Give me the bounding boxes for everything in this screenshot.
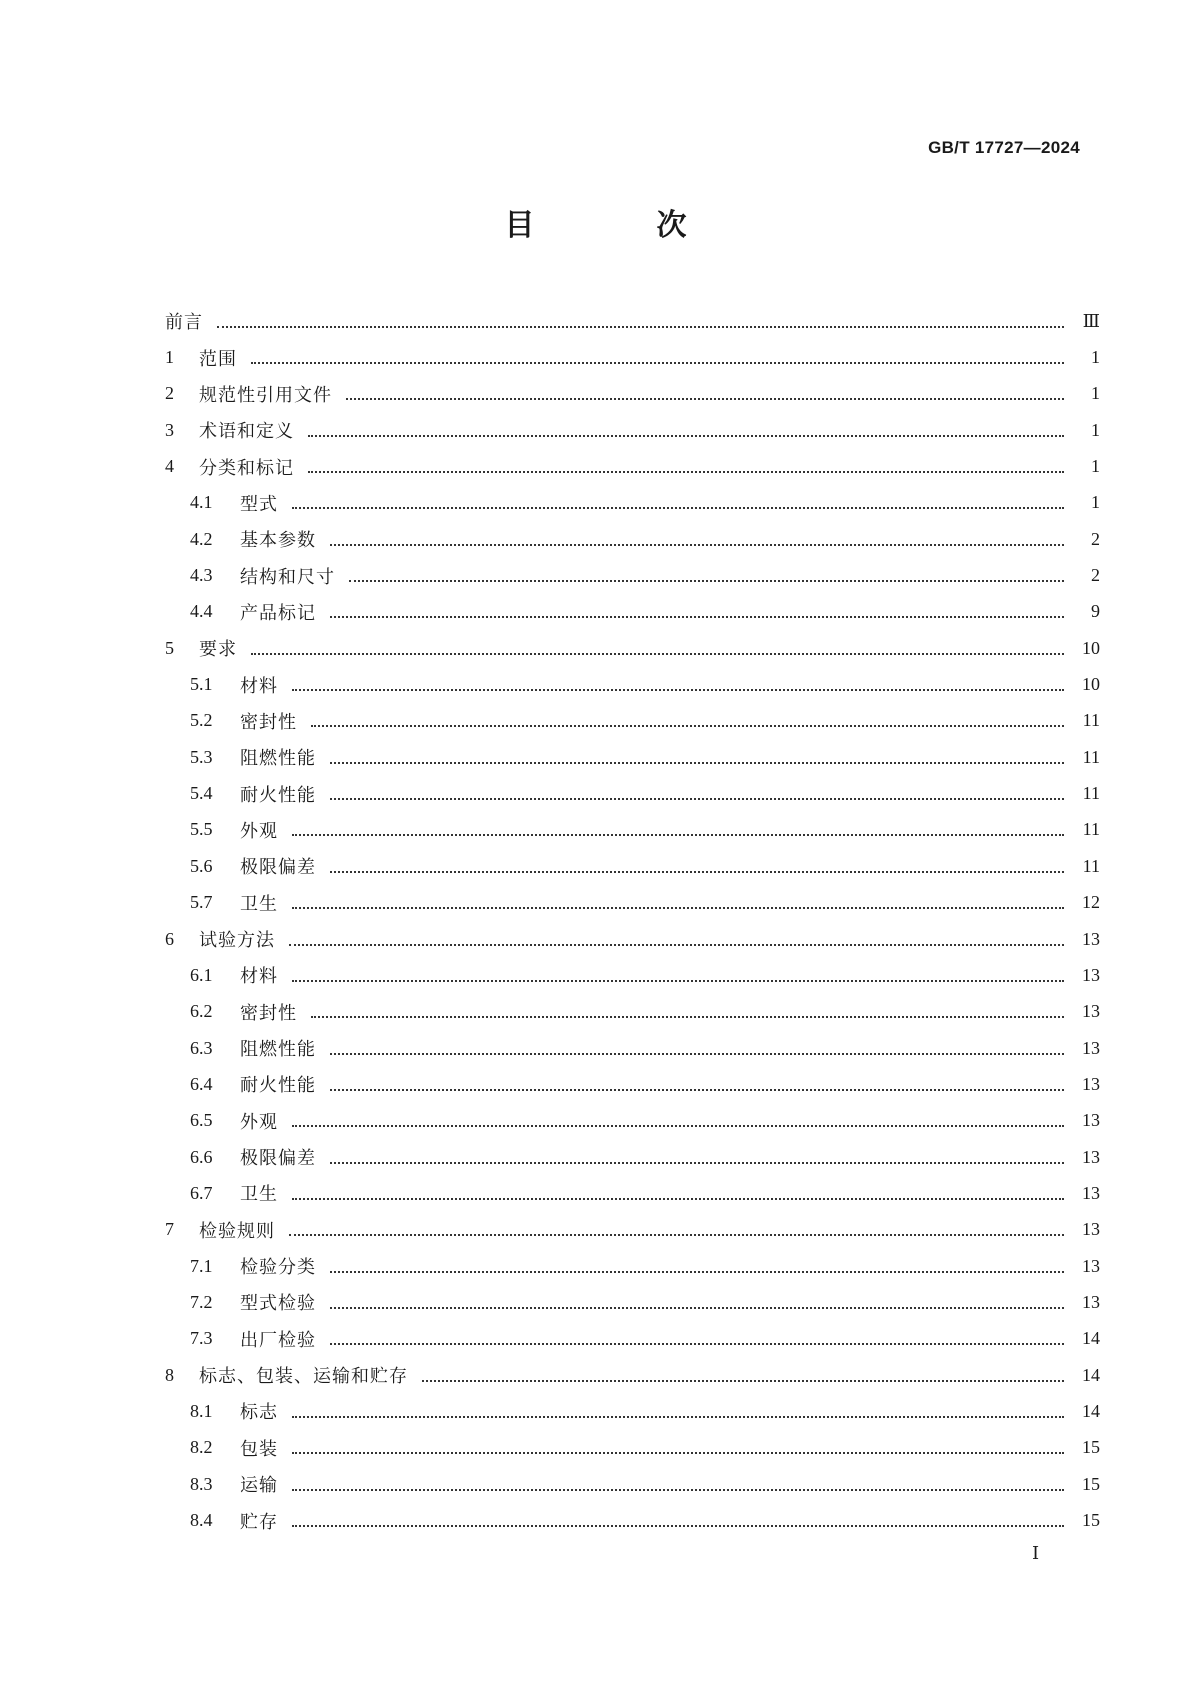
dot-leader (292, 1124, 1064, 1127)
toc-entry-page: 1 (1091, 456, 1100, 477)
toc-entry-page: 13 (1082, 1146, 1100, 1167)
dot-leader (292, 688, 1064, 691)
toc-entry-label: 范围 (199, 348, 237, 370)
toc-entry-number: 7.1 (190, 1255, 213, 1276)
dot-leader (292, 1524, 1064, 1527)
standard-code: GB/T 17727—2024 (928, 138, 1080, 157)
toc-entry[interactable] (165, 1284, 1100, 1320)
toc-entry-label: 规范性引用文件 (199, 384, 332, 406)
toc-entry[interactable] (165, 1139, 1100, 1175)
toc-entry-label: 外观 (240, 820, 278, 842)
toc-entry[interactable] (165, 1321, 1100, 1357)
dot-leader (292, 1197, 1064, 1200)
toc-entry-label: 耐火性能 (240, 1075, 316, 1097)
toc-entry-number: 2 (165, 383, 174, 404)
dot-leader (292, 979, 1064, 982)
dot-leader (289, 943, 1064, 946)
toc-entry-number: 6.2 (190, 1001, 213, 1022)
toc-entry-page: 12 (1082, 892, 1100, 913)
toc-entry-page: 15 (1082, 1437, 1100, 1458)
dot-leader (330, 543, 1064, 546)
table-of-contents (165, 303, 1100, 1539)
toc-entry-page: 13 (1082, 1037, 1100, 1058)
toc-entry[interactable] (165, 885, 1100, 921)
toc-entry[interactable] (165, 485, 1100, 521)
toc-entry-page: 11 (1082, 783, 1100, 804)
toc-entry-label: 阻燃性能 (240, 748, 316, 770)
toc-entry[interactable] (165, 1248, 1100, 1284)
toc-entry-number: 5.1 (190, 674, 213, 695)
dot-leader (292, 506, 1064, 509)
toc-entry[interactable] (165, 703, 1100, 739)
dot-leader (292, 1415, 1064, 1418)
toc-entry-label: 出厂检验 (240, 1329, 316, 1351)
toc-entry-page: 15 (1082, 1510, 1100, 1531)
toc-entry-page: 13 (1082, 928, 1100, 949)
toc-entry-page: 11 (1082, 819, 1100, 840)
toc-entry-label: 运输 (240, 1475, 278, 1497)
toc-entry-label: 基本参数 (240, 530, 316, 552)
dot-leader (346, 397, 1064, 400)
dot-leader (292, 1451, 1064, 1454)
dot-leader (308, 470, 1064, 473)
toc-entry[interactable] (165, 557, 1100, 593)
dot-leader (217, 325, 1064, 328)
toc-entry-number: 7.3 (190, 1328, 213, 1349)
toc-entry-page: 13 (1082, 1255, 1100, 1276)
dot-leader (292, 906, 1064, 909)
toc-entry-label: 包装 (240, 1438, 278, 1460)
toc-entry[interactable] (165, 775, 1100, 811)
page-title: 目 次 (504, 208, 733, 243)
toc-entry-number: 6.3 (190, 1037, 213, 1058)
toc-entry-label: 产品标记 (240, 602, 316, 624)
toc-entry[interactable] (165, 1103, 1100, 1139)
toc-entry-label: 极限偏差 (240, 1148, 316, 1170)
dot-leader (330, 1052, 1064, 1055)
toc-entry-label: 贮存 (240, 1511, 278, 1533)
toc-entry[interactable] (165, 1502, 1100, 1538)
toc-entry-number: 6.1 (190, 964, 213, 985)
dot-leader (422, 1379, 1064, 1382)
toc-entry-page: 2 (1091, 528, 1100, 549)
toc-entry-page: 13 (1082, 1219, 1100, 1240)
toc-entry[interactable] (165, 521, 1100, 557)
dot-leader (311, 724, 1064, 727)
toc-entry-number: 7.2 (190, 1291, 213, 1312)
toc-entry[interactable] (165, 376, 1100, 412)
toc-entry-number: 5.5 (190, 819, 213, 840)
toc-entry[interactable] (165, 1175, 1100, 1211)
toc-entry[interactable] (165, 630, 1100, 666)
toc-entry-number: 6.5 (190, 1110, 213, 1131)
toc-entry[interactable] (165, 1357, 1100, 1393)
footer-page-number: Ⅰ (1032, 1543, 1040, 1563)
toc-entry-page: 14 (1082, 1364, 1100, 1385)
dot-leader (330, 761, 1064, 764)
toc-entry-number: 5.7 (190, 892, 213, 913)
toc-entry-label: 要求 (199, 639, 237, 661)
toc-entry-label: 型式 (240, 493, 278, 515)
dot-leader (330, 615, 1064, 618)
dot-leader (349, 579, 1064, 582)
toc-entry-page: 14 (1082, 1328, 1100, 1349)
toc-entry-number: 8.2 (190, 1437, 213, 1458)
toc-entry-label: 前言 (165, 312, 203, 334)
toc-entry-label: 检验规则 (199, 1220, 275, 1242)
toc-entry-label: 检验分类 (240, 1257, 316, 1279)
toc-entry-label: 术语和定义 (199, 421, 294, 443)
toc-entry-page: 1 (1091, 419, 1100, 440)
toc-entry[interactable] (165, 1430, 1100, 1466)
toc-entry-page: 2 (1091, 565, 1100, 586)
toc-entry[interactable] (165, 921, 1100, 957)
toc-entry-number: 6.7 (190, 1182, 213, 1203)
toc-entry-number: 4.4 (190, 601, 213, 622)
toc-entry-number: 5.6 (190, 855, 213, 876)
toc-entry[interactable] (165, 303, 1100, 339)
toc-entry[interactable] (165, 848, 1100, 884)
toc-entry-page: 13 (1082, 1291, 1100, 1312)
toc-entry-label: 标志、包装、运输和贮存 (199, 1366, 408, 1388)
toc-entry-label: 耐火性能 (240, 784, 316, 806)
toc-entry-number: 5.2 (190, 710, 213, 731)
toc-entry-label: 阻燃性能 (240, 1039, 316, 1061)
toc-entry-number: 4 (165, 456, 174, 477)
toc-entry-number: 5.3 (190, 746, 213, 767)
toc-entry[interactable] (165, 412, 1100, 448)
toc-entry-number: 7 (165, 1219, 174, 1240)
toc-entry[interactable] (165, 339, 1100, 375)
toc-entry-page: 13 (1082, 1073, 1100, 1094)
toc-entry-number: 6 (165, 928, 174, 949)
toc-entry-label: 密封性 (240, 1002, 297, 1024)
toc-entry-page: 11 (1082, 746, 1100, 767)
dot-leader (330, 797, 1064, 800)
toc-entry-label: 结构和尺寸 (240, 566, 335, 588)
toc-entry[interactable] (165, 1466, 1100, 1502)
dot-leader (330, 1306, 1064, 1309)
toc-entry[interactable] (165, 994, 1100, 1030)
toc-entry-number: 8.1 (190, 1400, 213, 1421)
dot-leader (330, 1270, 1064, 1273)
toc-entry[interactable] (165, 448, 1100, 484)
dot-leader (251, 361, 1064, 364)
toc-entry[interactable] (165, 739, 1100, 775)
dot-leader (289, 1233, 1064, 1236)
toc-entry-label: 试验方法 (199, 930, 275, 952)
toc-entry-page: 10 (1082, 674, 1100, 695)
toc-entry-page: Ⅲ (1082, 310, 1100, 331)
dot-leader (292, 833, 1064, 836)
toc-entry[interactable] (165, 1030, 1100, 1066)
toc-entry-number: 8 (165, 1364, 174, 1385)
toc-entry[interactable] (165, 957, 1100, 993)
toc-entry-page: 15 (1082, 1473, 1100, 1494)
toc-entry-page: 9 (1091, 601, 1100, 622)
toc-entry[interactable] (165, 1212, 1100, 1248)
toc-entry-page: 13 (1082, 964, 1100, 985)
toc-entry[interactable] (165, 812, 1100, 848)
toc-entry-page: 13 (1082, 1182, 1100, 1203)
dot-leader (251, 652, 1064, 655)
dot-leader (330, 1088, 1064, 1091)
toc-entry-page: 1 (1091, 347, 1100, 368)
toc-entry-page: 11 (1082, 855, 1100, 876)
toc-entry[interactable] (165, 1066, 1100, 1102)
toc-entry-number: 4.3 (190, 565, 213, 586)
toc-entry-page: 11 (1082, 710, 1100, 731)
toc-entry-number: 8.4 (190, 1510, 213, 1531)
toc-entry-label: 极限偏差 (240, 857, 316, 879)
toc-entry-label: 卫生 (240, 893, 278, 915)
toc-entry-number: 1 (165, 347, 174, 368)
toc-entry-page: 13 (1082, 1001, 1100, 1022)
toc-entry-page: 10 (1082, 637, 1100, 658)
toc-entry-label: 外观 (240, 1111, 278, 1133)
toc-entry-page: 1 (1091, 383, 1100, 404)
toc-entry-number: 4.2 (190, 528, 213, 549)
toc-entry-number: 6.6 (190, 1146, 213, 1167)
dot-leader (330, 870, 1064, 873)
dot-leader (308, 434, 1064, 437)
toc-entry[interactable] (165, 594, 1100, 630)
dot-leader (292, 1488, 1064, 1491)
toc-entry-number: 6.4 (190, 1073, 213, 1094)
toc-entry-label: 标志 (240, 1402, 278, 1424)
toc-entry-page: 13 (1082, 1110, 1100, 1131)
toc-entry-number: 5 (165, 637, 174, 658)
dot-leader (311, 1015, 1064, 1018)
dot-leader (330, 1161, 1064, 1164)
toc-entry-number: 8.3 (190, 1473, 213, 1494)
toc-entry-page: 1 (1091, 492, 1100, 513)
toc-entry-label: 材料 (240, 675, 278, 697)
dot-leader (330, 1342, 1064, 1345)
toc-entry-number: 5.4 (190, 783, 213, 804)
toc-entry-number: 4.1 (190, 492, 213, 513)
toc-entry-label: 密封性 (240, 711, 297, 733)
toc-entry-label: 分类和标记 (199, 457, 294, 479)
toc-entry-label: 型式检验 (240, 1293, 316, 1315)
toc-entry[interactable] (165, 666, 1100, 702)
toc-entry-page: 14 (1082, 1400, 1100, 1421)
toc-entry[interactable] (165, 1393, 1100, 1429)
toc-entry-label: 材料 (240, 966, 278, 988)
toc-entry-number: 3 (165, 419, 174, 440)
toc-entry-label: 卫生 (240, 1184, 278, 1206)
